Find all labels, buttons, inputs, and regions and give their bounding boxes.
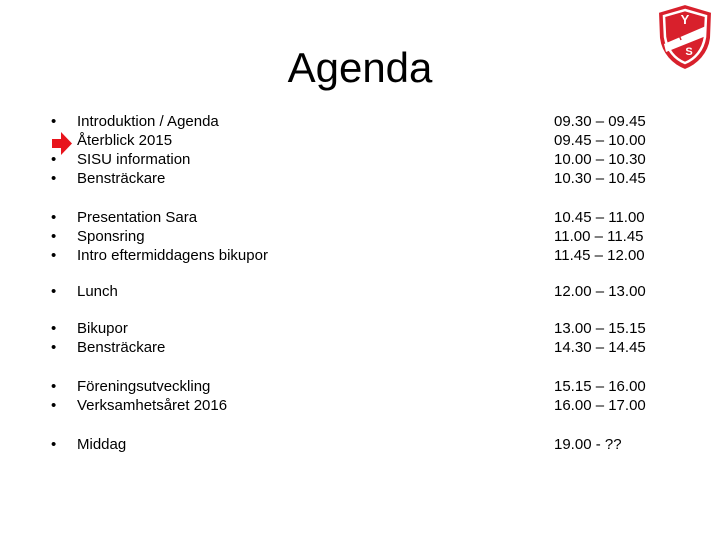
bullet: •	[51, 228, 57, 245]
bullet: •	[51, 397, 57, 414]
agenda-item	[0, 338, 720, 357]
agenda-item-time: 11.00 – 11.45	[554, 228, 644, 245]
bullet: •	[51, 378, 57, 395]
bullet: •	[51, 436, 57, 453]
agenda-item-time: 09.30 – 09.45	[554, 113, 646, 130]
agenda-item-label: Lunch	[77, 283, 118, 300]
agenda-item-time: 11.45 – 12.00	[554, 247, 645, 264]
svg-text:S: S	[685, 46, 693, 58]
agenda-item	[0, 377, 720, 396]
agenda-item-label: SISU information	[77, 151, 191, 168]
agenda-item-label: Återblick 2015	[77, 132, 173, 149]
agenda-item-label: Föreningsutveckling	[77, 378, 211, 395]
svg-text:Y: Y	[680, 12, 690, 27]
agenda-item	[0, 282, 720, 301]
agenda-item-time: 10.30 – 10.45	[554, 170, 646, 187]
agenda-item-label: Middag	[77, 436, 127, 453]
bullet: •	[51, 247, 57, 264]
agenda-item	[0, 150, 720, 169]
agenda-item	[0, 246, 720, 265]
agenda-item-label: Bikupor	[77, 320, 128, 337]
bullet: •	[51, 320, 57, 337]
bullet: •	[51, 283, 57, 300]
agenda-item-time: 13.00 – 15.15	[554, 320, 646, 337]
agenda-item-time: 19.00 - ??	[554, 436, 622, 453]
bullet: •	[51, 113, 57, 130]
page-title: Agenda	[287, 44, 433, 91]
agenda-item-label: Introduktion / Agenda	[77, 113, 219, 130]
svg-text:I: I	[676, 32, 684, 44]
agenda-item-label: Intro eftermiddagens bikupor	[77, 247, 268, 264]
agenda-item-time: 14.30 – 14.45	[554, 339, 646, 356]
agenda-item	[0, 208, 720, 227]
agenda-item-time: 10.45 – 11.00	[554, 209, 645, 226]
bullet: •	[51, 151, 57, 168]
agenda-item-time: 09.45 – 10.00	[554, 132, 646, 149]
agenda-item-time: 10.00 – 10.30	[554, 151, 646, 168]
club-crest-logo	[654, 2, 716, 72]
agenda-item-time: 16.00 – 17.00	[554, 397, 646, 414]
agenda-item	[0, 112, 720, 131]
agenda-item	[0, 227, 720, 246]
agenda-item-time: 15.15 – 16.00	[554, 378, 646, 395]
agenda-item-label: Bensträckare	[77, 170, 166, 187]
bullet: •	[51, 339, 57, 356]
agenda-item	[0, 131, 720, 150]
agenda-item	[0, 169, 720, 188]
current-item-arrow-icon	[52, 132, 72, 155]
agenda-item-label: Bensträckare	[77, 339, 166, 356]
bullet: •	[51, 170, 57, 187]
agenda-item-label: Sponsring	[77, 228, 145, 245]
agenda-item	[0, 319, 720, 338]
agenda-item-time: 12.00 – 13.00	[554, 283, 646, 300]
agenda-item	[0, 435, 720, 454]
agenda-item	[0, 396, 720, 415]
agenda-item-label: Verksamhetsåret 2016	[77, 397, 228, 414]
bullet: •	[51, 209, 57, 226]
agenda-item-label: Presentation Sara	[77, 209, 198, 226]
